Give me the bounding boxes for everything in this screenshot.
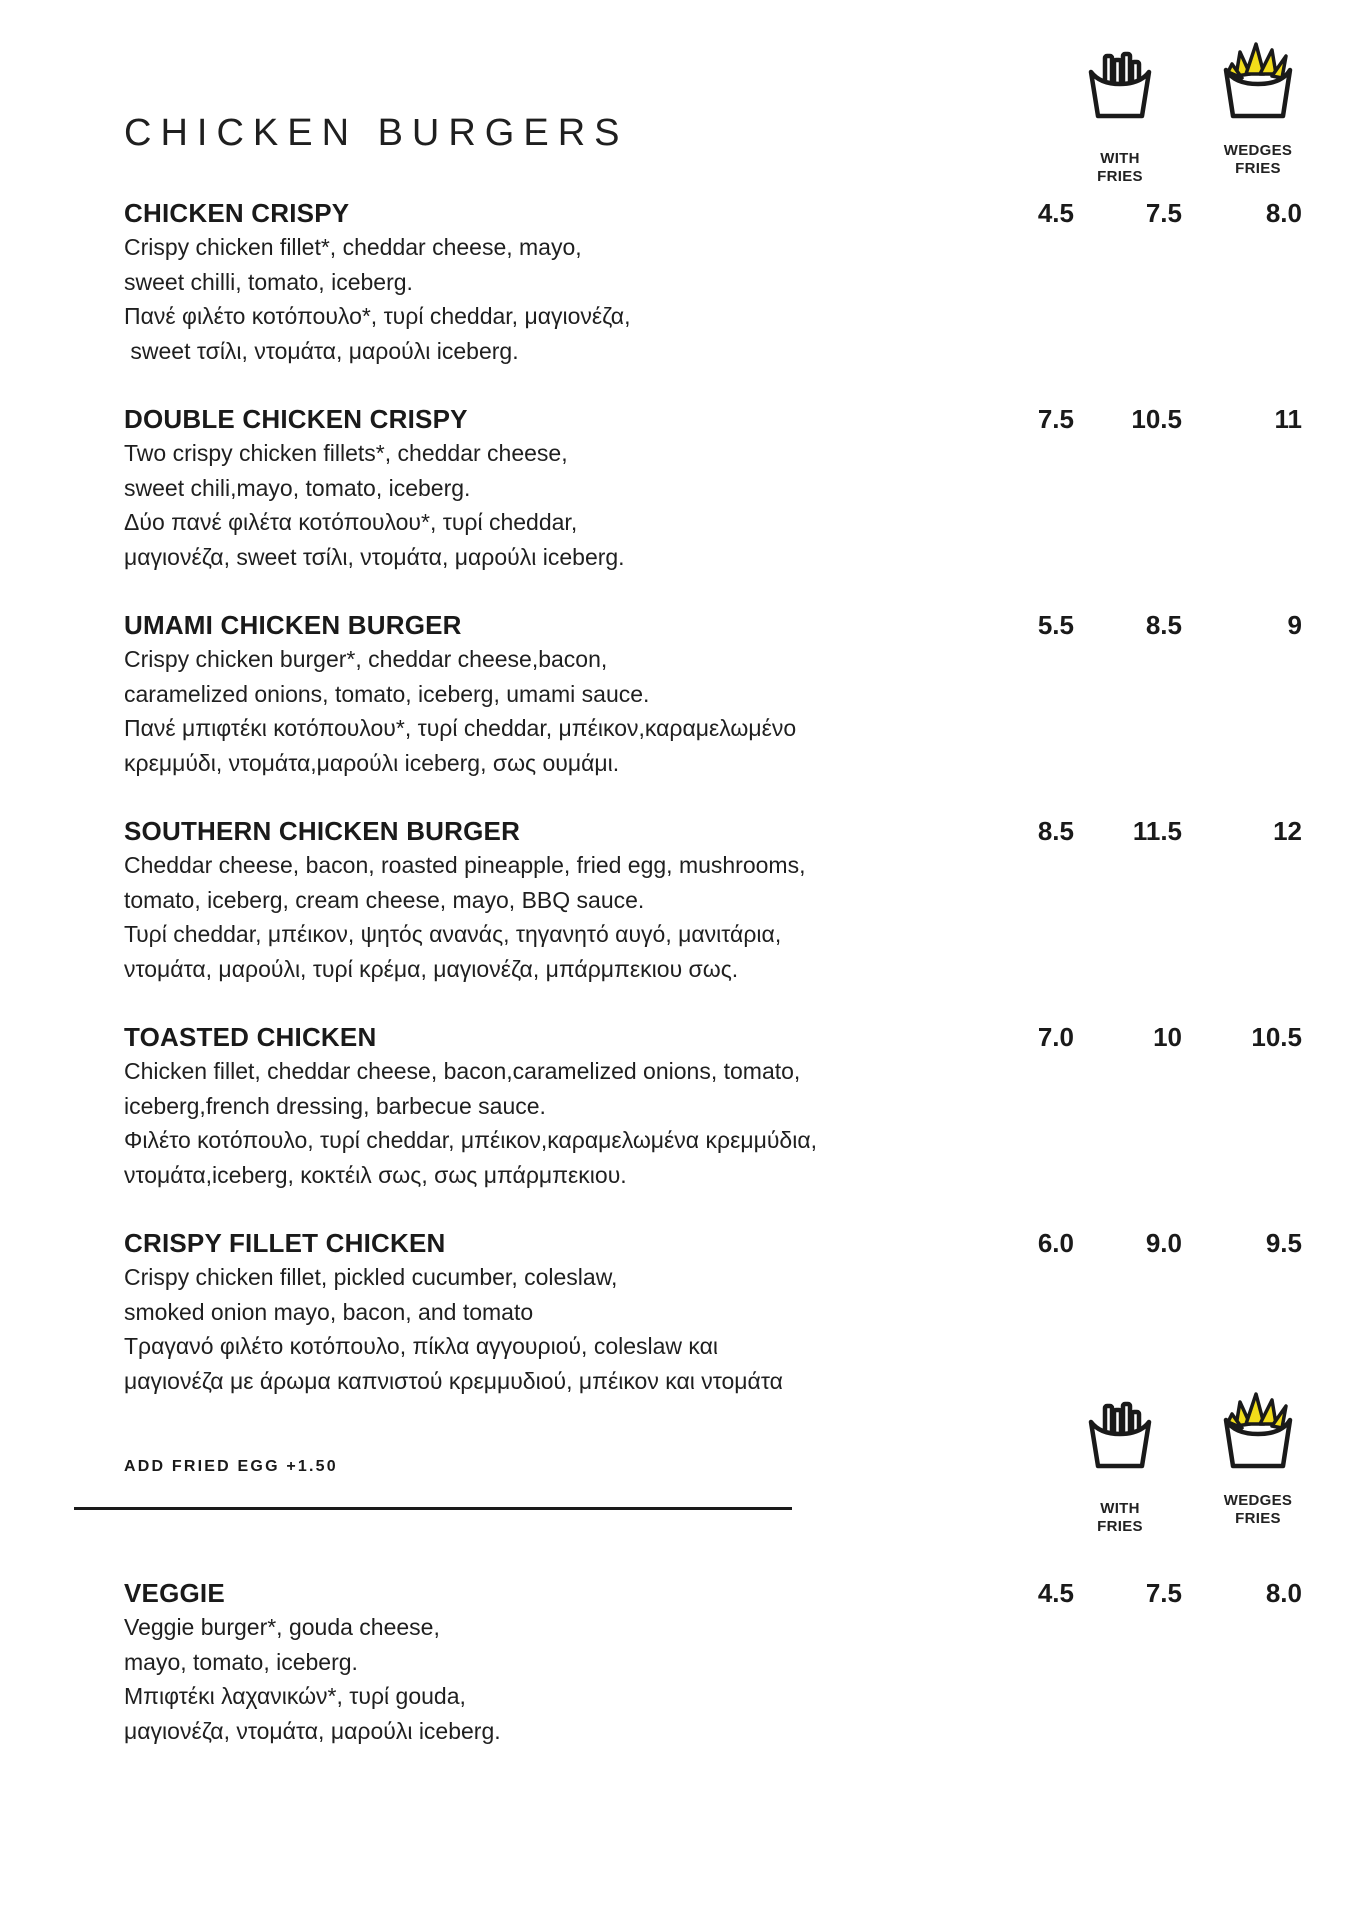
- price-with-fries: 10.5: [1131, 404, 1182, 434]
- wedges-box-icon: [1220, 1390, 1296, 1472]
- section-title: CHICKEN BURGERS: [124, 112, 629, 154]
- price-wedges-fries: 11: [1274, 404, 1302, 434]
- item-name: DOUBLE CHICKEN CRISPY: [124, 404, 468, 434]
- menu-item-double-chicken-crispy: [124, 402, 1304, 574]
- menu-item-umami-chicken-burger: [124, 608, 1304, 780]
- item-description: Chicken fillet, cheddar cheese, bacon,caramelized onions, tomato, iceberg,french dressing, barbecue sauce. Φιλέτο κοτόπουλο, τυρί cheddar, μπέικον,καραμελωμένα κρεμμύδια, ντομάτα,iceberg, κοκτέιλ σως, σως μπάρμπεκιου.: [124, 1058, 818, 1188]
- wedges-fries-label-line1: WEDGES: [1223, 1492, 1293, 1509]
- wedges-box-icon: [1220, 40, 1296, 122]
- wedges-fries-label-line2: FRIES: [1235, 160, 1281, 177]
- menu-item-chicken-crispy: [124, 196, 1304, 368]
- item-description: Cheddar cheese, bacon, roasted pineapple, fried egg, mushrooms, tomato, iceberg, cream cheese, mayo, BBQ sauce. Τυρί cheddar, μπέικον, ψητός ανανάς, τηγανητό αυγό, μανιτάρια, ντομάτα, μαρούλι, τυρί κρέμα, μαγιονέζα, μπάρμπεκιου σως.: [124, 852, 806, 982]
- item-name: CRISPY FILLET CHICKEN: [124, 1228, 446, 1258]
- price-with-fries: 9.0: [1145, 1228, 1182, 1258]
- price-single: 7.5: [1037, 404, 1074, 434]
- item-description: Crispy chicken burger*, cheddar cheese,bacon, caramelized onions, tomato, iceberg, umami sauce. Πανέ μπιφτέκι κοτόπουλου*, τυρί cheddar, μπέικον,καραμελωμένο κρεμμύδι, ντομάτα,μαρούλι iceberg, σως ουμάμι.: [124, 646, 797, 776]
- addon-note: ADD FRIED EGG +1.50: [124, 1458, 338, 1475]
- with-fries-column-header-2: [1060, 1400, 1180, 1536]
- with-fries-label-line1: WITH: [1100, 150, 1140, 167]
- price-single: 4.5: [1037, 1578, 1074, 1608]
- price-wedges-fries: 10.5: [1251, 1022, 1302, 1052]
- price-single: 7.0: [1037, 1022, 1074, 1052]
- wedges-fries-label-line1: WEDGES: [1223, 142, 1293, 159]
- item-description: Veggie burger*, gouda cheese, mayo, tomato, iceberg. Μπιφτέκι λαχανικών*, τυρί gouda, μαγιονέζα, ντομάτα, μαρούλι iceberg.: [124, 1614, 501, 1744]
- price-with-fries: 10: [1153, 1022, 1182, 1052]
- item-name: SOUTHERN CHICKEN BURGER: [124, 816, 521, 846]
- item-name: CHICKEN CRISPY: [124, 198, 350, 228]
- item-description: Two crispy chicken fillets*, cheddar cheese, sweet chili,mayo, tomato, iceberg. Δύο πανέ φιλέτα κοτόπουλου*, τυρί cheddar, μαγιονέζα, sweet τσίλι, ντομάτα, μαρούλι iceberg.: [124, 440, 625, 570]
- item-description: Crispy chicken fillet, pickled cucumber, coleslaw, smoked onion mayo, bacon, and tomato Τραγανό φιλέτο κοτόπουλο, πίκλα αγγουριού, coleslaw και μαγιονέζα με άρωμα καπνιστού κρεμμυδιού, μπέικον και ντομάτα: [124, 1264, 783, 1394]
- with-fries-column-header: [1060, 50, 1180, 186]
- with-fries-label-line2: FRIES: [1097, 168, 1143, 185]
- menu-item-toasted-chicken: [124, 1020, 1304, 1192]
- wedges-fries-column-header: [1198, 40, 1318, 178]
- item-name: VEGGIE: [124, 1578, 225, 1608]
- price-single: 6.0: [1037, 1228, 1074, 1258]
- with-fries-label-line2: FRIES: [1097, 1518, 1143, 1535]
- price-wedges-fries: 8.0: [1265, 198, 1302, 228]
- price-wedges-fries: 9.5: [1265, 1228, 1302, 1258]
- price-with-fries: 8.5: [1145, 610, 1182, 640]
- fries-box-icon: [1085, 50, 1155, 122]
- price-wedges-fries: 9: [1287, 610, 1302, 640]
- menu-item-southern-chicken-burger: [124, 814, 1304, 986]
- fries-box-icon: [1085, 1400, 1155, 1472]
- wedges-fries-label-line2: FRIES: [1235, 1510, 1281, 1527]
- price-single: 5.5: [1037, 610, 1074, 640]
- item-name: TOASTED CHICKEN: [124, 1022, 377, 1052]
- price-single: 4.5: [1037, 198, 1074, 228]
- item-description: Crispy chicken fillet*, cheddar cheese, mayo, sweet chilli, tomato, iceberg. Πανέ φιλέτο κοτόπουλο*, τυρί cheddar, μαγιονέζα, sweet τσίλι, ντομάτα, μαρούλι iceberg.: [124, 234, 631, 364]
- price-with-fries: 7.5: [1145, 198, 1182, 228]
- price-with-fries: 11.5: [1132, 816, 1182, 846]
- price-with-fries: 7.5: [1145, 1578, 1182, 1608]
- menu-item-crispy-fillet-chicken: [124, 1226, 1304, 1398]
- item-name: UMAMI CHICKEN BURGER: [124, 610, 462, 640]
- section-divider: [74, 1507, 792, 1510]
- menu-item-veggie: [124, 1576, 1304, 1748]
- wedges-fries-column-header-2: [1198, 1390, 1318, 1528]
- with-fries-label-line1: WITH: [1100, 1500, 1140, 1517]
- price-single: 8.5: [1037, 816, 1074, 846]
- price-wedges-fries: 8.0: [1265, 1578, 1302, 1608]
- price-wedges-fries: 12: [1273, 816, 1302, 846]
